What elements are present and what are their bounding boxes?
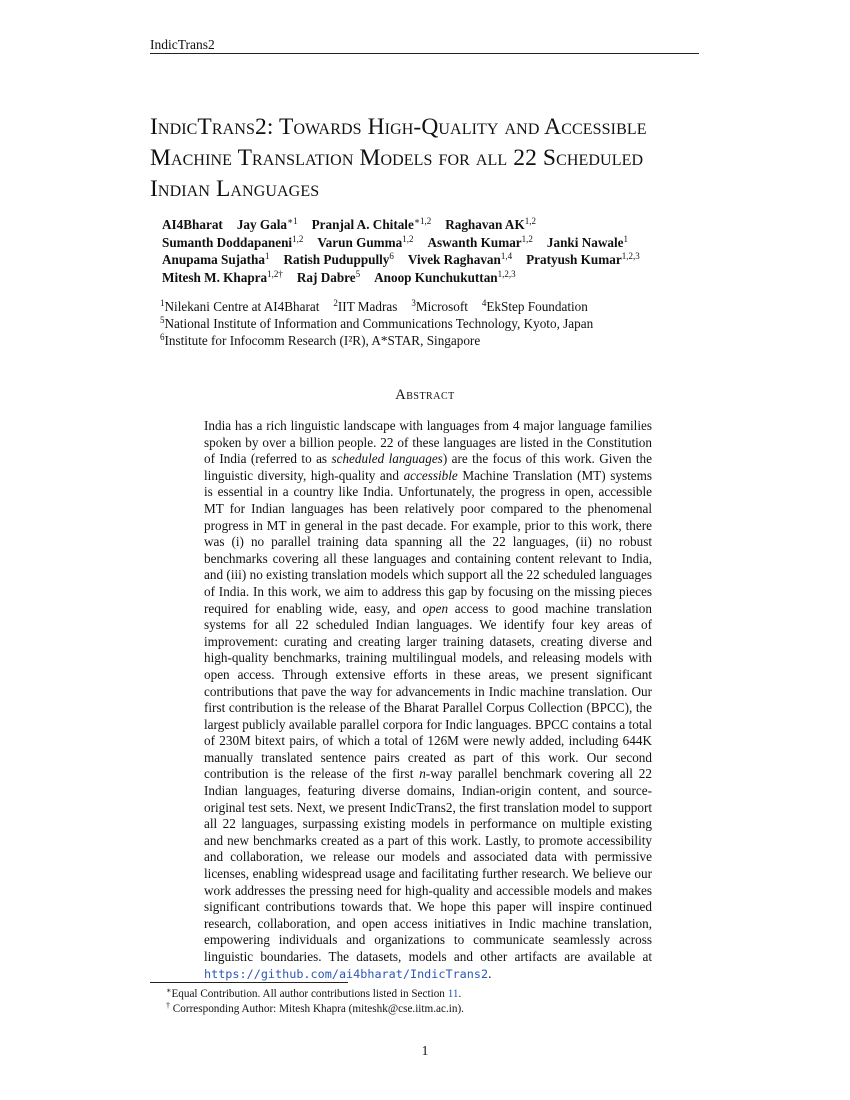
footnote-text: Corresponding Author: Mitesh Khapra (miteshk@cse.iitm.ac.in). bbox=[170, 1003, 464, 1015]
affiliation-line bbox=[160, 332, 700, 349]
affiliation bbox=[160, 298, 319, 315]
abstract-emphasis: scheduled languages bbox=[331, 451, 443, 467]
author-name: Vivek Raghavan bbox=[407, 252, 501, 267]
footnote-mark: † bbox=[166, 1001, 170, 1010]
author-affiliation-mark: 1,2,3 bbox=[621, 251, 640, 261]
author-name: Raghavan AK bbox=[445, 217, 525, 232]
affiliation-text: Institute for Infocomm Research (I²R), A*STAR, Singapore bbox=[164, 333, 481, 348]
footnote-text: . bbox=[458, 988, 462, 1000]
author-affiliation-mark: 1,2,3 bbox=[497, 268, 516, 279]
author-name: Ratish Puduppully bbox=[283, 252, 390, 267]
author-name: Pratyush Kumar bbox=[526, 252, 622, 267]
affiliation bbox=[333, 298, 397, 315]
author-line bbox=[162, 234, 702, 252]
author-name: Raj Dabre bbox=[296, 269, 356, 285]
author-affiliation-mark: ∗1 bbox=[287, 216, 298, 226]
author-affiliation-mark: 1 bbox=[264, 251, 270, 261]
author-affiliation-mark: 5 bbox=[355, 268, 361, 279]
abstract-heading: Abstract bbox=[395, 387, 455, 403]
footnote-text: Equal Contribution. All author contributions listed in Section bbox=[171, 988, 448, 1000]
title-line: Machine Translation Models for all 22 Scheduled bbox=[150, 145, 644, 171]
abstract-emphasis: open bbox=[422, 600, 449, 616]
footnote-equal-contribution bbox=[166, 987, 706, 1002]
author-name: Jay Gala bbox=[236, 217, 287, 232]
author-affiliation-mark: 1,2 bbox=[402, 233, 414, 244]
author-affiliation-mark: 1,2 bbox=[524, 216, 536, 226]
author-affiliation-mark: 1,2 bbox=[292, 233, 304, 244]
author-name: Mitesh M. Khapra bbox=[162, 269, 268, 285]
affiliation-number: 1 bbox=[160, 298, 165, 308]
author-name: Sumanth Doddapaneni bbox=[162, 234, 293, 250]
abstract-text: . bbox=[488, 965, 492, 981]
author-line bbox=[162, 251, 702, 269]
affiliation-number: 3 bbox=[411, 298, 416, 308]
author bbox=[283, 251, 393, 269]
running-head: IndicTrans2 bbox=[150, 37, 215, 52]
author bbox=[428, 234, 533, 252]
author-line bbox=[162, 216, 702, 234]
author-name: Varun Gumma bbox=[317, 234, 403, 250]
abstract-text: India has a rich linguistic landscape with languages from 4 major language families spoken by over a billion people. 22 of these languages are listed in the Constitution of India (referred to as bbox=[204, 418, 652, 467]
affiliation-line bbox=[160, 315, 700, 332]
author-name: Janki Nawale bbox=[546, 234, 624, 250]
footnotes bbox=[166, 987, 706, 1017]
author bbox=[162, 216, 223, 234]
author bbox=[237, 216, 298, 234]
author-affiliation-mark: ∗1,2 bbox=[413, 216, 432, 226]
author bbox=[408, 251, 512, 269]
footnote-corresponding-author bbox=[166, 1002, 706, 1017]
author-affiliation-mark: 1,2† bbox=[267, 268, 283, 279]
affiliation bbox=[160, 332, 480, 349]
affiliation-text: EkStep Foundation bbox=[486, 299, 588, 314]
affiliation-block bbox=[160, 298, 700, 349]
author-affiliation-mark: 1 bbox=[623, 233, 628, 244]
affiliation-number: 6 bbox=[160, 332, 165, 342]
author-name: Pranjal A. Chitale bbox=[311, 217, 414, 232]
abstract-text: Machine Translation (MT) systems is essential in a country like India. Unfortunately, the progress in open, accessible MT for Indian languages has been relatively poor compared to the phenomenal progress in MT in general in the past decade. For example, prior to this work, there was (i) no parallel training data spanning all the 22 languages, (ii) no robust benchmarks covering all these languages and containing content relevant to India, and (iii) no existing translation models which support all the 22 scheduled languages of India. In this work, we aim to address this gap by focusing on the missing pieces required for enabling wide, easy, and bbox=[204, 467, 652, 616]
author-name: Aswanth Kumar bbox=[427, 234, 522, 250]
author bbox=[547, 234, 628, 252]
affiliation-text: Microsoft bbox=[415, 299, 468, 314]
affiliation-text: Nilekani Centre at AI4Bharat bbox=[164, 299, 320, 314]
paper-title bbox=[150, 112, 710, 205]
affiliation-number: 2 bbox=[333, 298, 338, 308]
footnote-mark: ∗ bbox=[166, 986, 172, 995]
header-rule bbox=[150, 53, 699, 54]
title-line: IndicTrans2: Towards High-Quality and Accessible bbox=[150, 114, 647, 140]
abstract-text: -way parallel benchmark covering all 22 Indian languages, featuring diverse domains, Indian-origin content, and source-original test sets. Next, we present IndicTrans2, the first translation model to support all 22 languages, surpassing existing models in performance on multiple existing and new benchmarks created as a part of this work. Lastly, to promote accessibility and collaboration, we release our models and associated data with permissive licenses, enabling widespread usage and facilitating further research. We believe our work addresses the pressing need for high-quality and accessible models and makes significant contributions towards that. We hope this paper will inspire continued research, collaboration, and open access initiatives in Indic machine translation, empowering individuals and organizations to communicate seamlessly across linguistic boundaries. The datasets, models and other artifacts are available at bbox=[204, 766, 652, 964]
abstract-text: access to good machine translation systems for all 22 scheduled Indian languages. We identify four key areas of improvement: curating and creating larger training datasets, creating diverse and high-quality benchmarks, training multilingual models, and releasing models with open access. Through extensive efforts in these areas, we present significant contributions that pave the way for advancements in Indic machine translation. Our first contribution is the release of the Bharat Parallel Corpus Collection (BPCC), the largest publicly available parallel corpora for Indic languages. BPCC contains a total of 230M bitext pairs, of which a total of 126M were newly added, including 644K manually translated sentence pairs created as part of this work. Our second contribution is the release of the first bbox=[204, 600, 652, 782]
affiliation bbox=[411, 298, 468, 315]
author-name: Anupama Sujatha bbox=[162, 252, 265, 267]
author-line bbox=[162, 269, 702, 287]
author bbox=[297, 269, 360, 287]
author-affiliation-mark: 1,2 bbox=[521, 233, 533, 244]
author bbox=[317, 234, 413, 252]
author-block bbox=[162, 216, 702, 286]
abstract-math: n bbox=[419, 766, 426, 782]
affiliation bbox=[482, 298, 588, 315]
affiliation-line bbox=[160, 298, 700, 315]
section-ref-link[interactable]: 11 bbox=[447, 988, 459, 1000]
github-link[interactable]: https://github.com/ai4bharat/IndicTrans2 bbox=[204, 966, 489, 981]
author-name: AI4Bharat bbox=[162, 217, 223, 232]
author-affiliation-mark: 6 bbox=[389, 251, 394, 261]
abstract-body bbox=[204, 418, 652, 982]
author bbox=[162, 269, 283, 287]
author bbox=[312, 216, 432, 234]
affiliation-number: 4 bbox=[481, 298, 487, 308]
author bbox=[162, 251, 269, 269]
footnote-rule bbox=[150, 982, 348, 983]
abstract-emphasis: accessible bbox=[403, 467, 458, 483]
author-affiliation-mark: 1,4 bbox=[500, 251, 513, 261]
affiliation-number: 5 bbox=[160, 315, 165, 325]
page-number: 1 bbox=[421, 1043, 429, 1058]
author bbox=[445, 216, 536, 234]
author bbox=[526, 251, 640, 269]
affiliation-text: IIT Madras bbox=[337, 299, 398, 314]
author bbox=[374, 269, 516, 287]
title-line: Indian Languages bbox=[150, 176, 320, 202]
author-name: Anoop Kunchukuttan bbox=[374, 269, 498, 285]
author bbox=[162, 234, 303, 252]
abstract-text: ) are the focus of this work. Given the linguistic diversity, high-quality and bbox=[204, 451, 653, 483]
affiliation-text: National Institute of Information and Communications Technology, Kyoto, Japan bbox=[164, 316, 594, 331]
affiliation bbox=[160, 315, 593, 332]
